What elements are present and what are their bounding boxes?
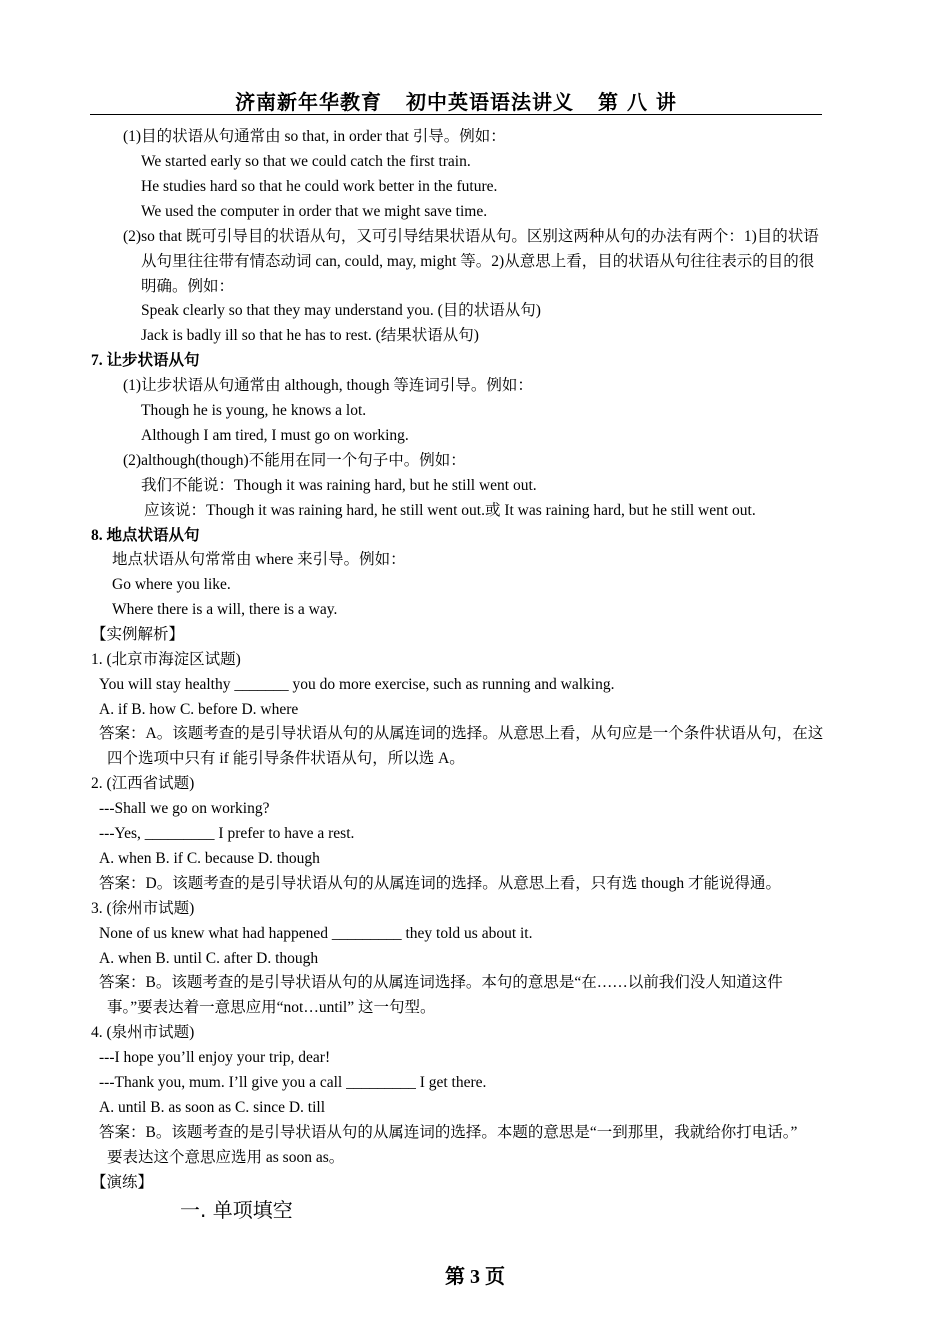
text-line: Though he is young, he knows a lot.	[141, 402, 367, 419]
text-line: We used the computer in order that we might save time.	[141, 203, 488, 220]
page-number: 第 3 页	[445, 1266, 505, 1288]
text-line: Jack is badly ill so that he has to rest. (结果状语从句)	[141, 327, 479, 344]
text-line: 事。”要表达着一意思应用“not…until” 这一句型。	[107, 999, 436, 1016]
text-line: 2. (江西省试题)	[91, 775, 195, 792]
text-line: 地点状语从句常常由 where 来引导。例如：	[112, 551, 406, 568]
text-line: 答案：B。该题考查的是引导状语从句的从属连词的选择。本题的意思是“一到那里，我就给你打电话。”	[99, 1124, 798, 1141]
header-lecture: 第 八 讲	[598, 90, 677, 114]
text-line: You will stay healthy _______ you do more exercise, such as running and walking.	[99, 676, 615, 693]
text-line: ---I hope you’ll enjoy your trip, dear!	[99, 1049, 331, 1066]
text-line: ---Thank you, mum. I’ll give you a call _________ I get there.	[99, 1074, 487, 1091]
header-org: 济南新年华教育	[235, 90, 383, 114]
text-line: 【演练】	[91, 1174, 154, 1191]
text-line: 4. (泉州市试题)	[91, 1024, 195, 1041]
text-line: Where there is a will, there is a way.	[112, 601, 338, 618]
text-line: 答案：B。该题考查的是引导状语从句的从属连词选择。本句的意思是“在……以前我们没人知道这件	[99, 974, 783, 991]
text-line: ---Yes, _________ I prefer to have a rest.	[99, 825, 355, 842]
text-line: 答案：D。该题考查的是引导状语从句的从属连词的选择。从意思上看，只有选 though 才能说得通。	[99, 875, 782, 892]
section-heading: 7. 让步状语从句	[91, 352, 200, 369]
text-line: 【实例解析】	[91, 626, 185, 643]
page-header	[90, 86, 822, 115]
text-line: A. when B. until C. after D. though	[99, 950, 319, 967]
text-line: ---Shall we go on working?	[99, 800, 270, 817]
text-line: He studies hard so that he could work better in the future.	[141, 178, 498, 195]
text-line: Speak clearly so that they may understand you. (目的状语从句)	[141, 302, 541, 319]
exercise-section-title: 一. 单项填空	[180, 1198, 293, 1222]
section-heading: 8. 地点状语从句	[91, 527, 200, 544]
text-line: None of us knew what had happened _________ they told us about it.	[99, 925, 533, 942]
text-line: We started early so that we could catch the first train.	[141, 153, 471, 170]
text-line: 答案：A。该题考查的是引导状语从句的从属连词的选择。从意思上看，从句应是一个条件状语从句，在这	[99, 725, 824, 742]
text-line: 明确。例如：	[141, 278, 235, 295]
text-line: 我们不能说：Though it was raining hard, but he still went out.	[141, 477, 537, 494]
text-line: 1. (北京市海淀区试题)	[91, 651, 241, 668]
text-line: 3. (徐州市试题)	[91, 900, 195, 917]
text-line: A. when B. if C. because D. though	[99, 850, 320, 867]
text-line: 四个选项中只有 if 能引导条件状语从句，所以选 A。	[107, 750, 465, 767]
text-line: Although I am tired, I must go on working.	[141, 427, 409, 444]
text-line: (1)让步状语从句通常由 although, though 等连词引导。例如：	[123, 377, 533, 394]
header-course: 初中英语语法讲义	[406, 90, 575, 114]
text-line: 应该说：Though it was raining hard, he still went out.或 It was raining hard, but he still went out.	[144, 502, 756, 519]
text-line: (2)so that 既可引导目的状语从句，又可引导结果状语从句。区别这两种从句的办法有两个：1)目的状语	[123, 228, 819, 245]
text-line: A. until B. as soon as C. since D. till	[99, 1099, 326, 1116]
text-line: 从句里往往带有情态动词 can, could, may, might 等。2)从意思上看，目的状语从句往往表示的目的很	[141, 253, 815, 270]
text-line: (1)目的状语从句通常由 so that, in order that 引导。例如：	[123, 128, 506, 145]
text-line: A. if B. how C. before D. where	[99, 701, 299, 718]
text-line: 要表达这个意思应选用 as soon as。	[107, 1149, 345, 1166]
text-line: Go where you like.	[112, 576, 231, 593]
text-line: (2)although(though)不能用在同一个句子中。例如：	[123, 452, 466, 469]
